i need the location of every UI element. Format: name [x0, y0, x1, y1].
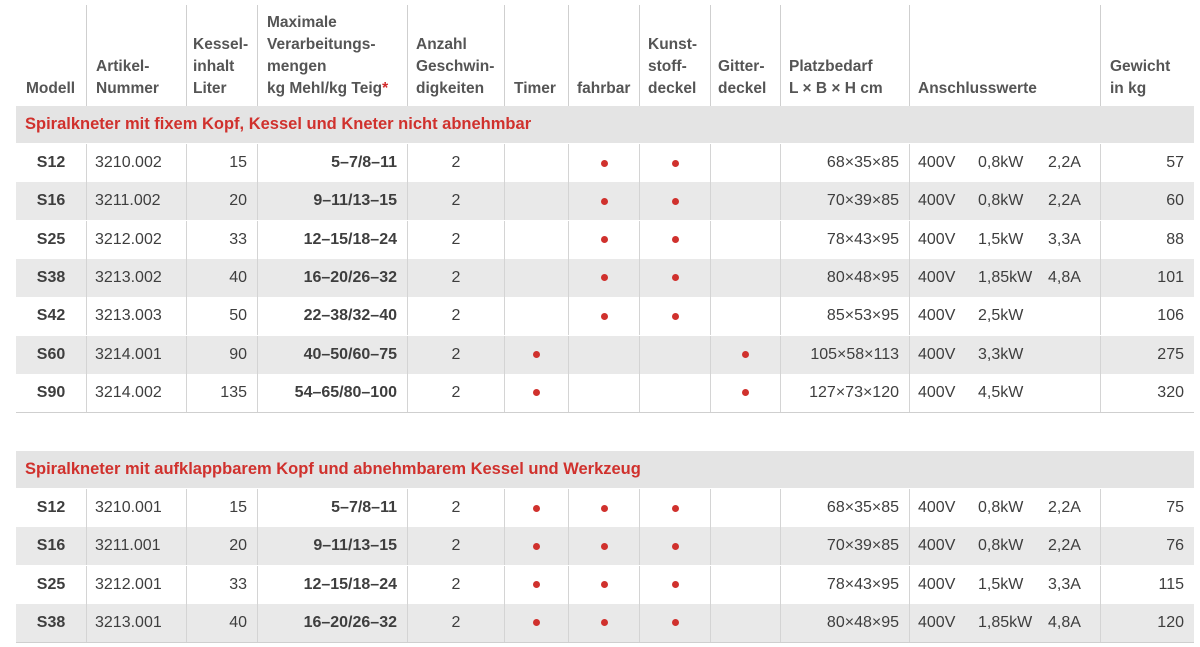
feature-dot-icon: [742, 351, 749, 358]
feature-dot-icon: [533, 543, 540, 550]
cell-platz: 80×48×95: [780, 604, 909, 642]
power-amp: 2,2A: [1048, 154, 1081, 171]
cell-anzahl: 2: [407, 566, 504, 604]
power-amp: 3,3A: [1048, 230, 1081, 248]
header-timer: Timer: [514, 80, 556, 97]
cell-timer: [504, 374, 568, 412]
feature-dot-icon: [601, 619, 608, 626]
cell-modell: S38: [36, 268, 66, 286]
cell-anzahl: 2: [407, 144, 504, 182]
cell-gewicht: 275: [1100, 336, 1194, 374]
cell-artikel: 3214.002: [86, 374, 186, 412]
cell-modell: S12: [36, 499, 66, 516]
cell-mengen: 16–20/26–32: [257, 259, 407, 297]
cell-modell: S90: [36, 383, 66, 401]
cell-platz: 85×53×95: [780, 297, 909, 335]
cell-platz: 78×43×95: [780, 566, 909, 604]
power-kw: 1,85kW: [978, 613, 1033, 631]
table-row: [16, 489, 1194, 527]
table-row: [16, 566, 1194, 604]
power-volt: 400V: [918, 345, 956, 363]
power-amp: 3,3A: [1048, 575, 1081, 593]
cell-fahrbar: [568, 604, 639, 642]
header-gitterdeckel: Gitter- deckel: [718, 58, 767, 97]
cell-gitter: [710, 374, 780, 412]
feature-dot-icon: [601, 581, 608, 588]
cell-mengen: 9–11/13–15: [257, 182, 407, 220]
cell-gewicht: 120: [1100, 604, 1194, 642]
cell-timer: [504, 144, 568, 182]
cell-platz: 78×43×95: [780, 221, 909, 259]
table-row: [16, 144, 1194, 182]
section-title: Spiralkneter mit aufklappbarem Kopf und abnehmbarem Kessel und Werkzeug: [16, 451, 1194, 488]
power-kw: 0,8kW: [978, 154, 1024, 171]
cell-kessel: 90: [186, 336, 257, 374]
cell-timer: [504, 336, 568, 374]
cell-fahrbar: [568, 221, 639, 259]
cell-mengen: 5–7/8–11: [257, 144, 407, 182]
cell-kessel: 33: [186, 566, 257, 604]
power-volt: 400V: [918, 307, 956, 325]
cell-gewicht: 320: [1100, 374, 1194, 412]
cell-gewicht: 106: [1100, 297, 1194, 335]
table-row: [16, 336, 1194, 374]
cell-anschlusswerte: [909, 489, 1100, 527]
cell-fahrbar: [568, 297, 639, 335]
section-title: Spiralkneter mit fixem Kopf, Kessel und Kneter nicht abnehmbar: [16, 106, 1194, 143]
cell-modell: S16: [36, 192, 66, 210]
feature-dot-icon: [672, 274, 679, 281]
cell-gitter: [710, 259, 780, 297]
feature-dot-icon: [672, 619, 679, 626]
cell-modell: S16: [36, 537, 66, 555]
cell-gitter: [710, 566, 780, 604]
cell-modell: S42: [36, 307, 66, 325]
power-kw: 4,5kW: [978, 383, 1024, 401]
cell-gitter: [710, 489, 780, 527]
cell-kessel: 15: [186, 489, 257, 527]
power-kw: 0,8kW: [978, 192, 1024, 210]
cell-anzahl: 2: [407, 489, 504, 527]
cell-platz: 127×73×120: [780, 374, 909, 412]
cell-anzahl: 2: [407, 221, 504, 259]
power-amp: 2,2A: [1048, 192, 1081, 210]
cell-anschlusswerte: [909, 144, 1100, 182]
header-gewicht: Gewicht in kg: [1110, 58, 1171, 97]
power-volt: 400V: [918, 383, 956, 401]
power-kw: 1,5kW: [978, 230, 1024, 248]
cell-platz: 68×35×85: [780, 144, 909, 182]
cell-artikel: 3211.002: [86, 182, 186, 220]
table-row: [16, 259, 1194, 297]
feature-dot-icon: [601, 313, 608, 320]
cell-gitter: [710, 144, 780, 182]
table-bottom-border: [16, 412, 1194, 413]
header-modell: Modell: [26, 80, 76, 97]
cell-modell: S25: [36, 575, 66, 593]
power-kw: 0,8kW: [978, 537, 1024, 555]
cell-mengen: 22–38/32–40: [257, 297, 407, 335]
feature-dot-icon: [601, 236, 608, 243]
table-row: [16, 221, 1194, 259]
header-anzahl: Anzahl Geschwin- digkeiten: [416, 36, 495, 97]
power-amp: 4,8A: [1048, 613, 1081, 631]
header-verarbeitung: Maximale Verarbeitungs- mengen kg Mehl/kg Teig*: [267, 14, 389, 97]
power-amp: 2,2A: [1048, 537, 1081, 555]
cell-timer: [504, 259, 568, 297]
feature-dot-icon: [672, 313, 679, 320]
cell-mengen: 9–11/13–15: [257, 527, 407, 565]
table-row: [16, 182, 1194, 220]
cell-anschlusswerte: [909, 297, 1100, 335]
cell-gewicht: 88: [1100, 221, 1194, 259]
cell-anzahl: 2: [407, 259, 504, 297]
power-kw: 1,85kW: [978, 268, 1033, 286]
cell-gitter: [710, 221, 780, 259]
cell-kessel: 33: [186, 221, 257, 259]
cell-gitter: [710, 182, 780, 220]
header-fahrbar: fahrbar: [577, 80, 631, 97]
cell-fahrbar: [568, 182, 639, 220]
cell-anschlusswerte: [909, 527, 1100, 565]
feature-dot-icon: [533, 505, 540, 512]
cell-mengen: 54–65/80–100: [257, 374, 407, 412]
header-kunststoffdeckel: Kunst- stoff- deckel: [648, 36, 698, 97]
header-platzbedarf: Platzbedarf L × B × H cm: [789, 58, 883, 97]
feature-dot-icon: [601, 198, 608, 205]
header-artikel: Artikel- Nummer: [96, 58, 159, 97]
cell-kunststoff: [639, 221, 710, 259]
cell-artikel: 3212.001: [86, 566, 186, 604]
power-kw: 0,8kW: [978, 499, 1024, 516]
cell-modell: S25: [36, 230, 66, 248]
power-amp: 4,8A: [1048, 268, 1081, 286]
cell-platz: 80×48×95: [780, 259, 909, 297]
cell-kunststoff: [639, 604, 710, 642]
table-bottom-border: [16, 642, 1194, 643]
cell-artikel: 3213.001: [86, 604, 186, 642]
cell-kessel: 20: [186, 182, 257, 220]
cell-platz: 70×39×85: [780, 527, 909, 565]
cell-artikel: 3214.001: [86, 336, 186, 374]
cell-anschlusswerte: [909, 374, 1100, 412]
cell-timer: [504, 182, 568, 220]
cell-mengen: 12–15/18–24: [257, 221, 407, 259]
cell-anschlusswerte: [909, 336, 1100, 374]
cell-mengen: 40–50/60–75: [257, 336, 407, 374]
table-row: [16, 527, 1194, 565]
feature-dot-icon: [672, 505, 679, 512]
cell-gewicht: 60: [1100, 182, 1194, 220]
power-volt: 400V: [918, 154, 956, 171]
feature-dot-icon: [742, 389, 749, 396]
header-kessel: Kessel- inhalt Liter: [193, 36, 249, 97]
cell-kunststoff: [639, 527, 710, 565]
cell-artikel: 3212.002: [86, 221, 186, 259]
cell-timer: [504, 489, 568, 527]
cell-anzahl: 2: [407, 527, 504, 565]
table-row: [16, 604, 1194, 642]
feature-dot-icon: [533, 351, 540, 358]
power-volt: 400V: [918, 537, 956, 555]
cell-fahrbar: [568, 259, 639, 297]
cell-platz: 105×58×113: [780, 336, 909, 374]
power-volt: 400V: [918, 613, 956, 631]
cell-kunststoff: [639, 336, 710, 374]
cell-gewicht: 76: [1100, 527, 1194, 565]
cell-kessel: 135: [186, 374, 257, 412]
cell-timer: [504, 221, 568, 259]
cell-gitter: [710, 297, 780, 335]
cell-anschlusswerte: [909, 259, 1100, 297]
cell-platz: 70×39×85: [780, 182, 909, 220]
cell-anzahl: 2: [407, 182, 504, 220]
cell-kunststoff: [639, 489, 710, 527]
cell-gewicht: 57: [1100, 144, 1194, 182]
cell-modell: S38: [36, 613, 66, 631]
cell-mengen: 5–7/8–11: [257, 489, 407, 527]
feature-dot-icon: [672, 160, 679, 167]
header-anschlusswerte: Anschlusswerte: [918, 80, 1037, 97]
feature-dot-icon: [601, 543, 608, 550]
power-volt: 400V: [918, 230, 956, 248]
power-volt: 400V: [918, 499, 956, 516]
feature-dot-icon: [672, 543, 679, 550]
cell-gewicht: 101: [1100, 259, 1194, 297]
cell-kunststoff: [639, 566, 710, 604]
cell-kunststoff: [639, 297, 710, 335]
cell-kessel: 40: [186, 604, 257, 642]
cell-artikel: 3211.001: [86, 527, 186, 565]
power-kw: 3,3kW: [978, 345, 1024, 363]
cell-timer: [504, 527, 568, 565]
cell-kessel: 40: [186, 259, 257, 297]
cell-artikel: 3213.003: [86, 297, 186, 335]
cell-kunststoff: [639, 259, 710, 297]
cell-gitter: [710, 336, 780, 374]
cell-fahrbar: [568, 566, 639, 604]
cell-kunststoff: [639, 374, 710, 412]
cell-artikel: 3213.002: [86, 259, 186, 297]
cell-kessel: 50: [186, 297, 257, 335]
cell-gitter: [710, 527, 780, 565]
cell-artikel: 3210.001: [86, 489, 186, 527]
cell-mengen: 16–20/26–32: [257, 604, 407, 642]
cell-kessel: 15: [186, 144, 257, 182]
cell-artikel: 3210.002: [86, 144, 186, 182]
cell-fahrbar: [568, 374, 639, 412]
cell-fahrbar: [568, 489, 639, 527]
cell-anzahl: 2: [407, 336, 504, 374]
cell-anschlusswerte: [909, 604, 1100, 642]
cell-anschlusswerte: [909, 566, 1100, 604]
cell-timer: [504, 297, 568, 335]
cell-anzahl: 2: [407, 297, 504, 335]
cell-anschlusswerte: [909, 182, 1100, 220]
feature-dot-icon: [601, 274, 608, 281]
cell-kunststoff: [639, 144, 710, 182]
table-header: [0, 0, 1200, 106]
feature-dot-icon: [672, 236, 679, 243]
cell-timer: [504, 566, 568, 604]
feature-dot-icon: [533, 389, 540, 396]
cell-gitter: [710, 604, 780, 642]
feature-dot-icon: [672, 198, 679, 205]
power-volt: 400V: [918, 575, 956, 593]
table-row: [16, 374, 1194, 412]
feature-dot-icon: [601, 505, 608, 512]
feature-dot-icon: [533, 581, 540, 588]
cell-mengen: 12–15/18–24: [257, 566, 407, 604]
cell-fahrbar: [568, 336, 639, 374]
cell-anzahl: 2: [407, 374, 504, 412]
footnote-star: *: [382, 80, 389, 97]
power-kw: 1,5kW: [978, 575, 1024, 593]
feature-dot-icon: [601, 160, 608, 167]
cell-gewicht: 75: [1100, 489, 1194, 527]
cell-anzahl: 2: [407, 604, 504, 642]
cell-kunststoff: [639, 182, 710, 220]
cell-platz: 68×35×85: [780, 489, 909, 527]
cell-gewicht: 115: [1100, 566, 1194, 604]
power-volt: 400V: [918, 268, 956, 286]
table-row: [16, 297, 1194, 335]
cell-modell: S60: [36, 345, 66, 363]
power-volt: 400V: [918, 192, 956, 210]
power-kw: 2,5kW: [978, 307, 1024, 325]
cell-modell: S12: [36, 154, 66, 171]
feature-dot-icon: [672, 581, 679, 588]
power-amp: 2,2A: [1048, 499, 1081, 516]
cell-fahrbar: [568, 144, 639, 182]
feature-dot-icon: [533, 619, 540, 626]
cell-fahrbar: [568, 527, 639, 565]
cell-timer: [504, 604, 568, 642]
cell-kessel: 20: [186, 527, 257, 565]
cell-anschlusswerte: [909, 221, 1100, 259]
